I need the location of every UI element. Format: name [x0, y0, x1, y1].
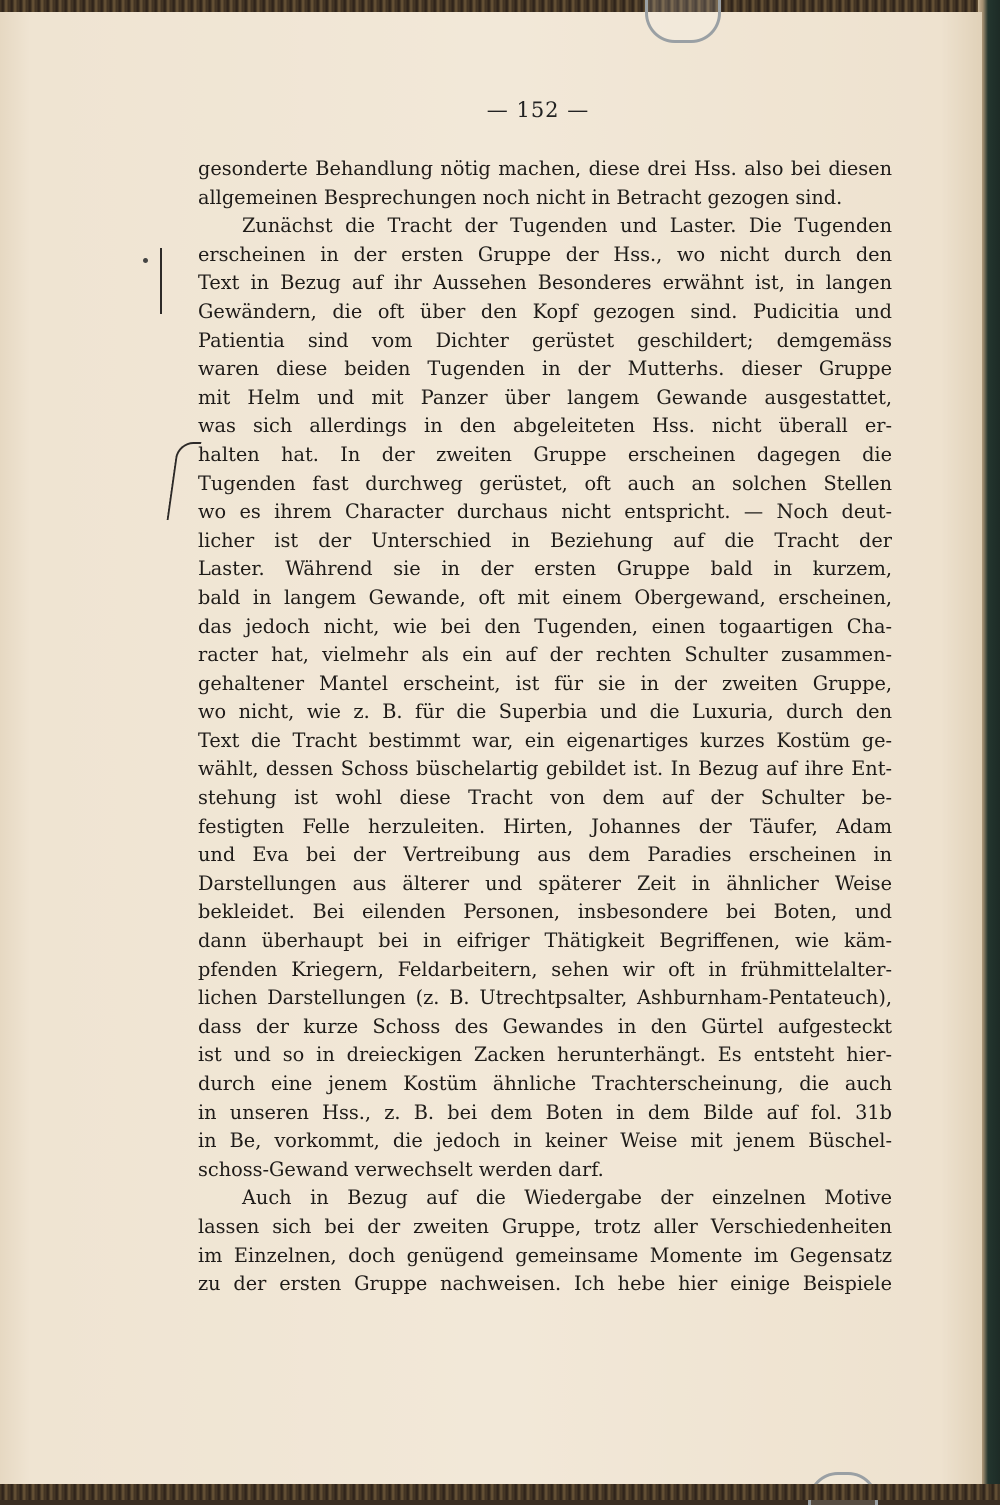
text-line: in unseren Hss., z. B. bei dem Boten in dem Bilde auf fol. 31b [198, 1100, 892, 1124]
text-line: Tugenden fast durchweg gerüstet, oft auch an solchen Stellen [198, 471, 892, 495]
text-line: Laster. Während sie in der ersten Gruppe bald in kurzem, [198, 557, 892, 581]
text-line: Gewändern, die oft über den Kopf gezogen sind. Pudicitia und [198, 299, 892, 323]
margin-mark-bracket [167, 442, 202, 520]
body-text [198, 155, 892, 1299]
text-line: lichen Darstellungen (z. B. Utrechtpsalter, Ashburnham-Pentateuch), [198, 986, 892, 1010]
text-line: Patientia sind vom Dichter gerüstet geschildert; demgemäss [198, 328, 892, 352]
text-line: Zunächst die Tracht der Tugenden und Laster. Die Tugenden [242, 214, 892, 238]
text-line: durch eine jenem Kostüm ähnliche Trachterscheinung, die auch [198, 1072, 892, 1095]
text-line: Darstellungen aus älterer und späterer Zeit in ähnlicher Weise [198, 871, 892, 895]
page-number: — 152 — [486, 98, 590, 122]
text-line: lassen sich bei der zweiten Gruppe, trotz aller Verschiedenheiten [198, 1214, 892, 1238]
book-edge-bottom [0, 1484, 1000, 1500]
text-line: Text die Tracht bestimmt war, ein eigenartiges kurzes Kostüm ge- [198, 728, 892, 752]
text-line: halten hat. In der zweiten Gruppe erscheinen dagegen die [198, 442, 892, 466]
text-line: zu der ersten Gruppe nachweisen. Ich hebe hier einige Beispiele [198, 1272, 892, 1296]
text-line: schoss-Gewand verwechselt werden darf. [198, 1157, 604, 1181]
text-line: festigten Felle herzuleiten. Hirten, Johannes der Täufer, Adam [198, 814, 892, 838]
margin-mark-dot [143, 258, 148, 263]
text-line: bekleidet. Bei eilenden Personen, insbesondere bei Boten, und [198, 900, 892, 924]
margin-mark-line [160, 248, 162, 314]
text-line: gehaltener Mantel erscheint, ist für sie in der zweiten Gruppe, [198, 671, 892, 695]
text-line: pfenden Kriegern, Feldarbeitern, sehen wir oft in frühmittelalter- [198, 957, 892, 981]
text-line: und Eva bei der Vertreibung aus dem Paradies erscheinen in [198, 843, 892, 867]
text-line: licher ist der Unterschied in Beziehung auf die Tracht der [198, 528, 892, 552]
text-line: wählt, dessen Schoss büschelartig gebildet ist. In Bezug auf ihre Ent- [198, 757, 892, 781]
text-line: Text in Bezug auf ihr Aussehen Besonderes erwähnt ist, in langen [198, 271, 892, 295]
text-line: im Einzelnen, doch genügend gemeinsame Momente im Gegensatz [198, 1243, 892, 1267]
text-line: was sich allerdings in den abgeleiteten Hss. nicht überall er- [198, 414, 892, 438]
text-line: gesonderte Behandlung nötig machen, diese drei Hss. also bei diesen [198, 157, 892, 180]
text-line: Auch in Bezug auf die Wiedergabe der einzelnen Motive [242, 1186, 892, 1210]
text-line: erscheinen in der ersten Gruppe der Hss., wo nicht durch den [198, 242, 892, 266]
text-line: mit Helm und mit Panzer über langem Gewande ausgestattet, [198, 385, 892, 409]
text-line: allgemeinen Besprechungen noch nicht in Betracht gezogen sind. [198, 185, 843, 209]
text-line: wo es ihrem Character durchaus nicht entspricht. — Noch deut- [198, 500, 892, 524]
text-line: ist und so in dreieckigen Zacken herunterhängt. Es entsteht hier- [198, 1043, 892, 1067]
text-line: wo nicht, wie z. B. für die Superbia und die Luxuria, durch den [198, 700, 892, 724]
text-line: bald in langem Gewande, oft mit einem Obergewand, erscheinen, [198, 585, 892, 609]
text-line: dann überhaupt bei in eifriger Thätigkeit Begriffenen, wie käm- [198, 929, 892, 953]
text-line: in Be, vorkommt, die jedoch in keiner Weise mit jenem Büschel- [198, 1129, 892, 1153]
book-page [0, 12, 982, 1486]
text-line: waren diese beiden Tugenden in der Mutterhs. dieser Gruppe [198, 357, 892, 381]
text-line: das jedoch nicht, wie bei den Tugenden, einen togaartigen Cha- [198, 614, 892, 638]
text-line: stehung ist wohl diese Tracht von dem auf der Schulter be- [198, 786, 892, 810]
text-line: dass der kurze Schoss des Gewandes in den Gürtel aufgesteckt [198, 1014, 892, 1038]
text-line: racter hat, vielmehr als ein auf der rechten Schulter zusammen- [198, 643, 892, 667]
